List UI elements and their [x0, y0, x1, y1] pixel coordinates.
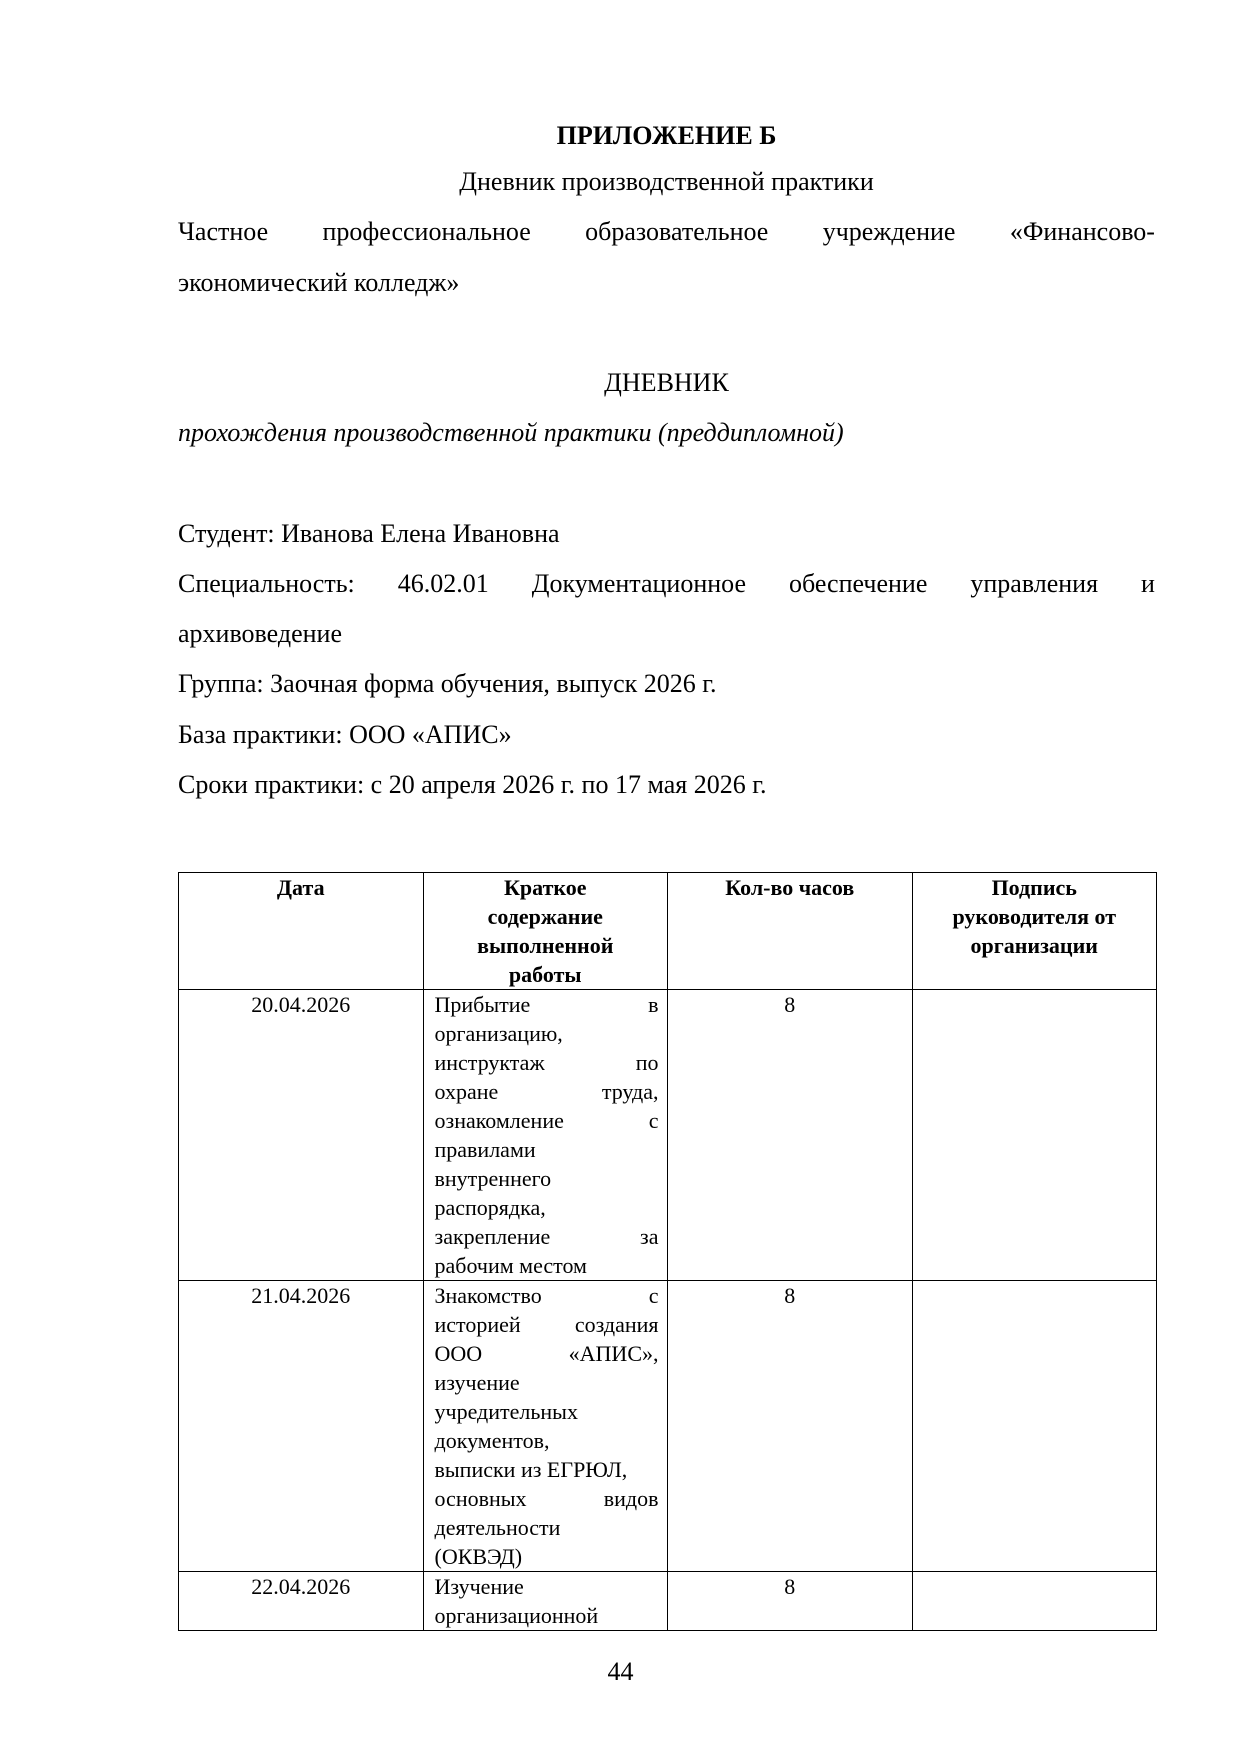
work-line — [435, 1019, 659, 1048]
work-line — [435, 1368, 659, 1397]
cell-signature — [912, 1572, 1157, 1631]
header-line: руководителя от — [952, 904, 1117, 929]
work-word: в — [648, 992, 659, 1017]
org-word: «Финансово- — [1009, 217, 1155, 246]
appendix-title: ПРИЛОЖЕНИЕ Б — [556, 121, 777, 150]
page-number: 44 — [607, 1657, 634, 1686]
org-name-line-1 — [178, 217, 1155, 247]
work-word: (ОКВЭД) — [434, 1544, 523, 1569]
specialty-word: обеспечение — [788, 569, 928, 598]
work-word: историей — [434, 1312, 521, 1337]
work-word: изучение — [434, 1370, 520, 1395]
work-line — [435, 1601, 659, 1630]
org-word: Частное — [178, 217, 269, 246]
work-word: организационной — [434, 1603, 599, 1628]
work-word: документов, — [434, 1428, 550, 1453]
work-word: организацию, — [434, 1021, 563, 1046]
header-line: организации — [970, 933, 1098, 958]
specialty-line-1 — [178, 569, 1155, 599]
work-word: «АПИС», — [568, 1341, 659, 1366]
work-word: учредительных — [434, 1399, 578, 1424]
cell-hours: 8 — [668, 1572, 913, 1631]
work-line — [435, 1251, 659, 1280]
work-word: ознакомление — [434, 1108, 564, 1133]
header-signature — [912, 873, 1157, 990]
header-line: Краткое — [503, 875, 587, 900]
work-line — [435, 1572, 659, 1601]
work-line — [435, 1542, 659, 1571]
cell-hours: 8 — [668, 1281, 913, 1572]
work-line — [435, 1048, 659, 1077]
work-word: правилами — [434, 1137, 536, 1162]
table-row — [179, 1281, 1157, 1572]
org-name-line-2: экономический колледж» — [178, 268, 460, 297]
diary-subtitle: прохождения производственной практики (преддипломной) — [178, 418, 844, 447]
work-word: за — [640, 1224, 659, 1249]
specialty-word: 46.02.01 — [397, 569, 489, 598]
work-line — [435, 1106, 659, 1135]
specialty-word: Специальность: — [178, 569, 355, 598]
appendix-subtitle: Дневник производственной практики — [459, 167, 874, 196]
org-word: профессиональное — [322, 217, 531, 246]
work-word: по — [635, 1050, 659, 1075]
org-word: образовательное — [585, 217, 769, 246]
work-word: распорядка, — [434, 1195, 546, 1220]
practice-base-line: База практики: ООО «АПИС» — [178, 720, 512, 749]
diary-table — [178, 872, 1157, 1631]
work-word: с — [648, 1108, 659, 1133]
header-line: содержание — [487, 904, 603, 929]
work-word: выписки из ЕГРЮЛ, — [434, 1457, 628, 1482]
header-work-summary — [423, 873, 668, 990]
work-word: рабочим местом — [434, 1253, 587, 1278]
header-hours — [668, 873, 913, 990]
work-word: Изучение — [434, 1574, 524, 1599]
work-word: деятельности — [434, 1515, 561, 1540]
work-line — [435, 1077, 659, 1106]
work-line — [435, 1164, 659, 1193]
work-word: Прибытие — [434, 992, 531, 1017]
work-word: Знакомство — [434, 1283, 542, 1308]
work-word: инструктаж — [434, 1050, 545, 1075]
cell-work — [423, 1281, 668, 1572]
work-line — [435, 1222, 659, 1251]
work-line — [435, 1193, 659, 1222]
cell-date: 22.04.2026 — [179, 1572, 424, 1631]
specialty-word: управления — [970, 569, 1099, 598]
work-word: закрепление — [434, 1224, 551, 1249]
cell-signature — [912, 990, 1157, 1281]
header-line: выполненной — [477, 933, 614, 958]
diary-title: ДНЕВНИК — [604, 368, 729, 397]
group-line: Группа: Заочная форма обучения, выпуск 2026 г. — [178, 669, 717, 698]
work-word: видов — [603, 1486, 659, 1511]
org-word: учреждение — [822, 217, 956, 246]
work-word: создания — [574, 1312, 659, 1337]
cell-date: 21.04.2026 — [179, 1281, 424, 1572]
table-row — [179, 990, 1157, 1281]
specialty-line-2: архивоведение — [178, 619, 343, 648]
work-line — [435, 1135, 659, 1164]
cell-signature — [912, 1281, 1157, 1572]
work-line — [435, 1339, 659, 1368]
cell-work — [423, 990, 668, 1281]
cell-hours: 8 — [668, 990, 913, 1281]
work-word: охране — [434, 1079, 499, 1104]
header-date — [179, 873, 424, 990]
specialty-word: Документационное — [531, 569, 747, 598]
work-line — [435, 1455, 659, 1484]
table-row — [179, 1572, 1157, 1631]
table-header-row — [179, 873, 1157, 990]
header-line: Подпись — [991, 875, 1077, 900]
work-line — [435, 1310, 659, 1339]
work-line — [435, 1281, 659, 1310]
cell-date: 20.04.2026 — [179, 990, 424, 1281]
work-line — [435, 990, 659, 1019]
work-line — [435, 1397, 659, 1426]
header-line: Дата — [276, 875, 325, 900]
work-word: основных — [434, 1486, 527, 1511]
work-word: ООО — [434, 1341, 483, 1366]
work-word: внутреннего — [434, 1166, 552, 1191]
work-word: труда, — [601, 1079, 659, 1104]
header-line: Кол-во часов — [725, 875, 855, 900]
work-line — [435, 1484, 659, 1513]
cell-work — [423, 1572, 668, 1631]
practice-dates-line: Сроки практики: с 20 апреля 2026 г. по 17 мая 2026 г. — [178, 770, 767, 799]
work-line — [435, 1513, 659, 1542]
work-word: с — [648, 1283, 659, 1308]
student-line: Студент: Иванова Елена Ивановна — [178, 519, 560, 548]
specialty-word: и — [1141, 569, 1155, 598]
work-line — [435, 1426, 659, 1455]
header-line: работы — [508, 962, 582, 987]
